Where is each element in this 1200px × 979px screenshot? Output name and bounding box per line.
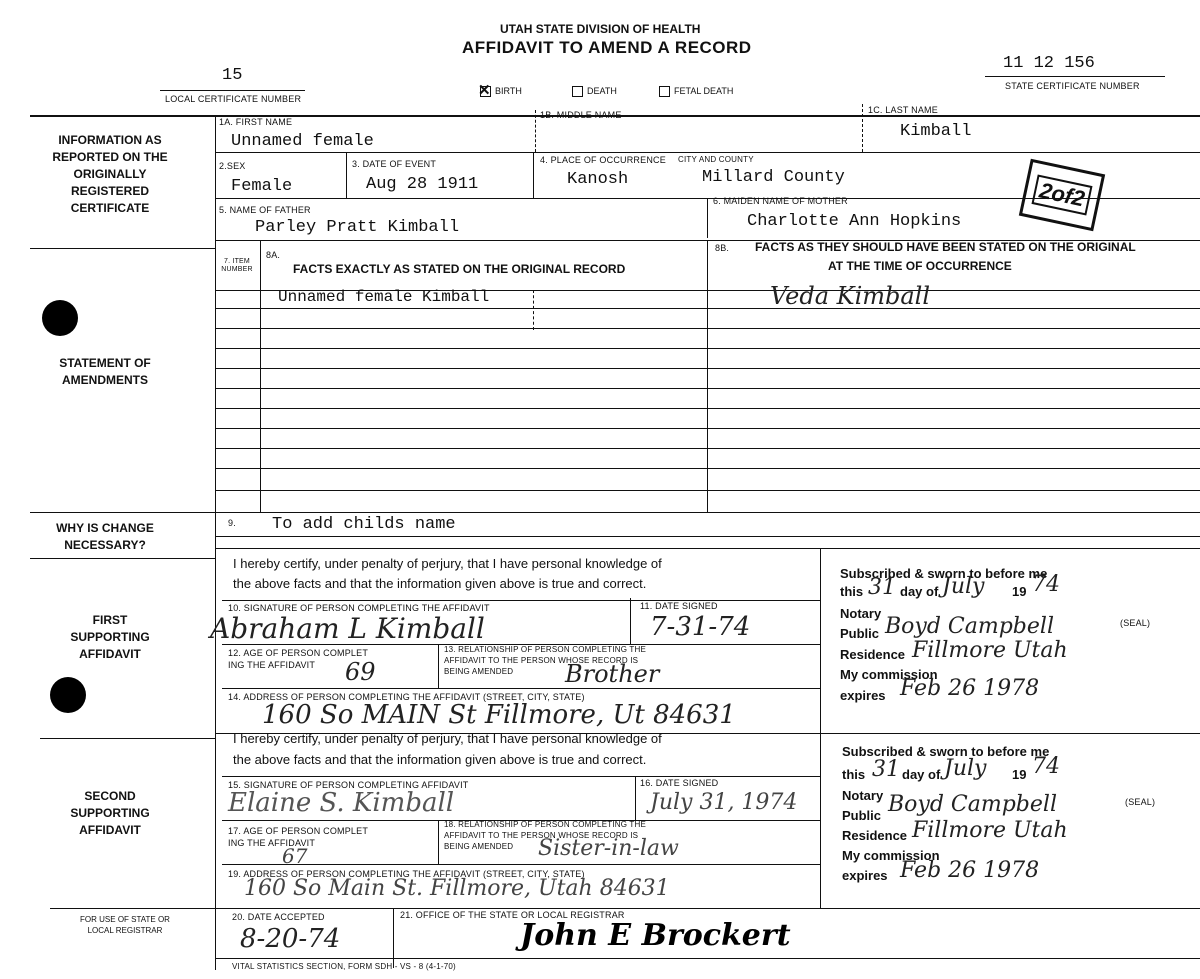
notary2-residence: Residence — [842, 828, 908, 843]
col-a-number: 8A. — [266, 250, 281, 260]
affidavit1-signature-label: 10. SIGNATURE OF PERSON COMPLETING THE AFFIDAVIT — [228, 603, 490, 613]
notary2-this: this — [842, 767, 866, 782]
date-accepted-label: 20. DATE ACCEPTED — [232, 912, 325, 922]
notary2-public: Public — [842, 808, 882, 823]
affidavit2-relationship: Sister-in-law — [538, 836, 679, 861]
punch-hole-top — [42, 300, 78, 336]
local-certificate-label: LOCAL CERTIFICATE NUMBER — [165, 94, 302, 104]
notary1-expires-value: Feb 26 1978 — [900, 676, 1040, 701]
notary2-sworn: Subscribed & sworn to before me — [842, 744, 1050, 759]
punch-hole-bottom — [50, 677, 86, 713]
section-label-second-affidavit: SECOND SUPPORTING AFFIDAVIT — [70, 789, 150, 837]
affidavit2-certify-line1: I hereby certify, under penalty of perjury, that I have personal knowledge of — [233, 731, 662, 746]
date-of-event-value: Aug 28 1911 — [366, 175, 479, 194]
notary1-month: July — [942, 574, 985, 599]
place-label: 4. PLACE OF OCCURRENCE — [540, 155, 666, 165]
notary2-expires-value: Feb 26 1978 — [900, 858, 1040, 883]
section-label-information: INFORMATION AS REPORTED ON THE ORIGINALLY REGISTERED CERTIFICATE — [52, 133, 168, 215]
registrar-office-label: 21. OFFICE OF THE STATE OR LOCAL REGISTRAR — [400, 910, 625, 920]
reason-value: To add childs name — [272, 515, 456, 534]
notary2-expires: expires — [842, 868, 888, 883]
agency-name: UTAH STATE DIVISION OF HEALTH — [500, 22, 701, 36]
form-footer: VITAL STATISTICS SECTION, FORM SDH - VS - 8 (4-1-70) — [232, 962, 456, 971]
col-b-title-line2: AT THE TIME OF OCCURRENCE — [828, 259, 1012, 273]
notary2-residence-value: Fillmore Utah — [912, 818, 1068, 843]
registrar-signature: John E Brockert — [520, 918, 791, 953]
date-accepted-value: 8-20-74 — [240, 924, 341, 954]
page-stamp-text: 2of2 — [1032, 175, 1092, 216]
affidavit2-address: 160 So Main St. Fillmore, Utah 84631 — [244, 876, 670, 901]
father-value: Parley Pratt Kimball — [255, 218, 460, 237]
affidavit1-date-label: 11. DATE SIGNED — [640, 601, 718, 611]
last-name-label: 1C. LAST NAME — [868, 105, 938, 115]
notary2-day: 31 — [872, 757, 900, 782]
notary1-my-commission: My commission — [840, 667, 938, 682]
notary1-year: 74 — [1032, 572, 1060, 597]
affidavit2-relationship-label-1: 18. RELATIONSHIP OF PERSON COMPLETING THE — [444, 820, 647, 829]
form-title: AFFIDAVIT TO AMEND A RECORD — [462, 38, 752, 57]
affidavit1-signature: Abraham L Kimball — [210, 612, 485, 645]
affidavit2-age-label-1: 17. AGE OF PERSON COMPLET — [228, 826, 369, 836]
affidavit1-relationship-label-1: 13. RELATIONSHIP OF PERSON COMPLETING THE — [444, 645, 647, 654]
notary1-expires: expires — [840, 688, 886, 703]
affidavit2-signature: Elaine S. Kimball — [228, 788, 455, 818]
notary1-this: this — [840, 584, 864, 599]
first-name-value: Unnamed female — [231, 132, 374, 151]
affidavit2-address-label: 19. ADDRESS OF PERSON COMPLETING THE AFFIDAVIT (STREET, CITY, STATE) — [228, 869, 585, 879]
mother-label: 6. MAIDEN NAME OF MOTHER — [713, 196, 848, 206]
affidavit2-date-label: 16. DATE SIGNED — [640, 778, 719, 788]
notary1-day: 31 — [868, 575, 896, 600]
sex-value: Female — [231, 177, 293, 196]
local-certificate-number: 15 — [222, 66, 243, 85]
affidavit1-age: 69 — [345, 658, 376, 686]
affidavit1-address: 160 So MAIN St Fillmore, Ut 84631 — [262, 700, 736, 730]
affidavit1-relationship-label-2: AFFIDAVIT TO THE PERSON WHOSE RECORD IS — [444, 656, 639, 665]
affidavit2-signature-label: 15. SIGNATURE OF PERSON COMPLETING AFFIDAVIT — [228, 780, 469, 790]
checkbox-birth-box: ✕ — [478, 82, 491, 100]
affidavit2-date: July 31, 1974 — [650, 790, 798, 815]
notary1-year-prefix: 19 — [1012, 584, 1027, 599]
notary2-public-signature: Boyd Campbell — [888, 792, 1057, 817]
corrected-fact-value: Veda Kimball — [770, 282, 931, 310]
reason-number: 9. — [228, 518, 236, 528]
affidavit2-relationship-label-2: AFFIDAVIT TO THE PERSON WHOSE RECORD IS — [444, 831, 639, 840]
notary1-residence: Residence — [840, 647, 906, 662]
notary1-public: Public — [840, 626, 880, 641]
affidavit1-age-label-2: ING THE AFFIDAVIT — [228, 660, 316, 670]
notary1-day-of: day of — [900, 584, 939, 599]
notary2-my-commission: My commission — [842, 848, 940, 863]
notary1-seal: (SEAL) — [1120, 618, 1151, 628]
notary1-notary: Notary — [840, 606, 882, 621]
first-name-label: 1A. FIRST NAME — [219, 117, 293, 127]
mother-value: Charlotte Ann Hopkins — [747, 212, 962, 231]
date-of-event-label: 3. DATE OF EVENT — [352, 159, 437, 169]
affidavit2-certify-line2: the above facts and that the information given above is true and correct. — [233, 752, 647, 767]
page-stamp — [1019, 159, 1105, 232]
middle-name-label: 1B. MIDDLE NAME — [540, 110, 622, 120]
col-b-title-line1: FACTS AS THEY SHOULD HAVE BEEN STATED ON THE ORIGINAL — [755, 240, 1136, 254]
notary1-residence-value: Fillmore Utah — [912, 638, 1068, 663]
sex-label: 2.SEX — [219, 161, 246, 171]
section-label-why: WHY IS CHANGE NECESSARY? — [56, 521, 154, 552]
county-value: Millard County — [702, 168, 845, 187]
affidavit1-relationship: Brother — [565, 660, 660, 688]
checkbox-death[interactable]: DEATH — [572, 86, 617, 97]
section-label-registrar: FOR USE OF STATE OR LOCAL REGISTRAR — [80, 915, 170, 935]
affidavit1-age-label-1: 12. AGE OF PERSON COMPLET — [228, 648, 369, 658]
notary2-notary: Notary — [842, 788, 884, 803]
item-number-label: 7. ITEM NUMBER — [221, 258, 253, 273]
notary2-day-of: day of — [902, 767, 941, 782]
affidavit2-age-label-2: ING THE AFFIDAVIT — [228, 838, 316, 848]
affidavit1-relationship-label-3: BEING AMENDED — [444, 667, 514, 676]
section-label-amendments: STATEMENT OF AMENDMENTS — [59, 356, 151, 387]
notary1-sworn: Subscribed & sworn to before me — [840, 566, 1048, 581]
affidavit1-address-label: 14. ADDRESS OF PERSON COMPLETING THE AFFIDAVIT (STREET, CITY, STATE) — [228, 692, 585, 702]
notary2-year: 74 — [1032, 754, 1060, 779]
city-value: Kanosh — [567, 170, 629, 189]
col-a-title: FACTS EXACTLY AS STATED ON THE ORIGINAL RECORD — [293, 262, 626, 276]
checkbox-fetal-death-box — [659, 86, 670, 97]
notary2-month: July — [944, 756, 987, 781]
affidavit2-relationship-label-3: BEING AMENDED — [444, 842, 514, 851]
notary2-year-prefix: 19 — [1012, 767, 1027, 782]
state-certificate-number: 11 12 156 — [1003, 54, 1095, 73]
father-label: 5. NAME OF FATHER — [219, 205, 311, 215]
affidavit1-certify-line2: the above facts and that the information given above is true and correct. — [233, 576, 647, 591]
col-b-number: 8B. — [715, 243, 730, 253]
place-sublabel: CITY AND COUNTY — [678, 155, 754, 164]
original-fact-value: Unnamed female Kimball — [278, 288, 490, 306]
affidavit1-date: 7-31-74 — [650, 612, 751, 642]
checkbox-death-box — [572, 86, 583, 97]
section-label-first-affidavit: FIRST SUPPORTING AFFIDAVIT — [70, 613, 150, 661]
state-certificate-label: STATE CERTIFICATE NUMBER — [1005, 81, 1140, 91]
notary2-seal: (SEAL) — [1125, 797, 1156, 807]
affidavit1-certify-line1: I hereby certify, under penalty of perjury, that I have personal knowledge of — [233, 556, 662, 571]
checkbox-birth[interactable]: ✕ BIRTH — [478, 82, 522, 100]
notary1-public-signature: Boyd Campbell — [885, 614, 1054, 639]
checkbox-fetal-death[interactable]: FETAL DEATH — [659, 86, 733, 97]
last-name-value: Kimball — [900, 122, 972, 141]
affidavit2-age: 67 — [282, 844, 308, 868]
